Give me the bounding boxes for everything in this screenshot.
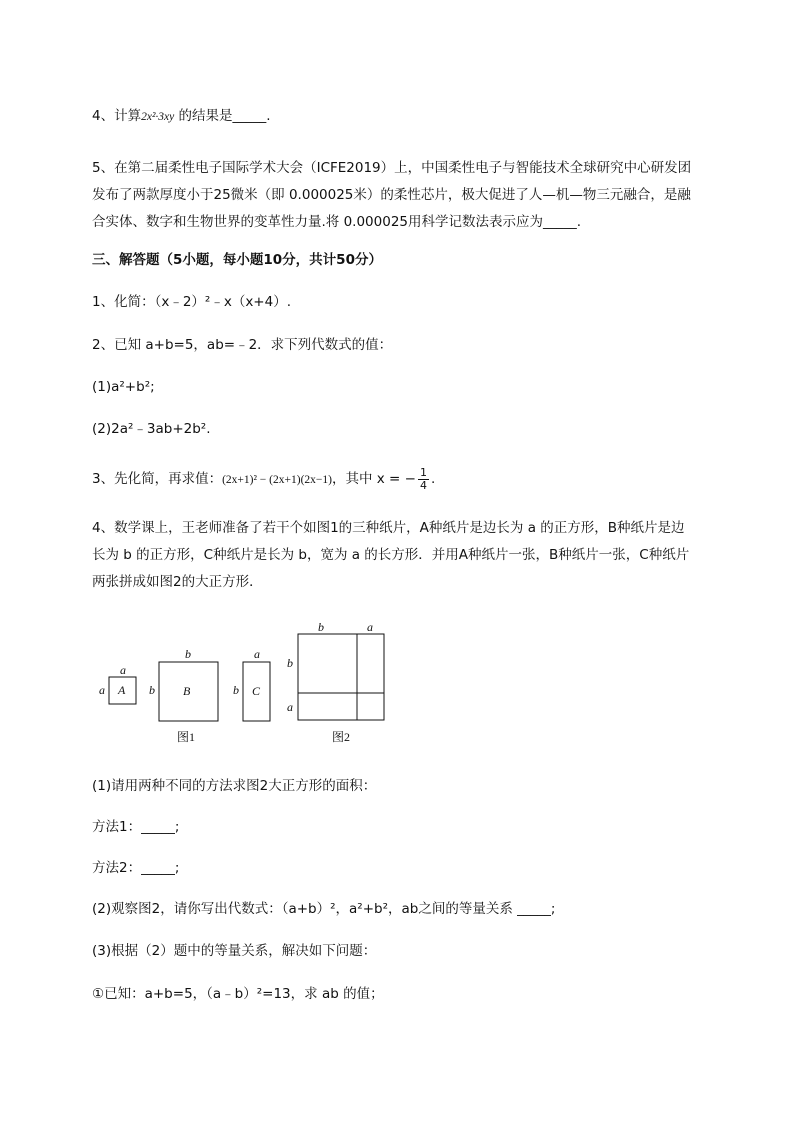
label-b-left: b bbox=[149, 683, 155, 697]
problem-4-method-1: 方法1：_____; bbox=[92, 819, 180, 835]
problem-4-question-3a: ①已知：a+b=5，（a﹣b）²=13，求 ab 的值； bbox=[92, 986, 384, 1002]
question-5-line-1: 5、在第二届柔性电子国际学术大会（ICFE2019）上，中国柔性电子与智能技术全球研究中心研发团 bbox=[92, 160, 692, 176]
question-4-prefix: 计算 bbox=[114, 108, 142, 124]
label-piece-b: B bbox=[183, 684, 191, 698]
question-4-suffix: 的结果是_____. bbox=[174, 108, 271, 124]
fraction-denominator: 4 bbox=[419, 478, 427, 492]
problem-3-condition: ，其中 x = − bbox=[331, 471, 416, 487]
problem-4-line-1: 4、数学课上，王老师准备了若干个如图1的三种纸片，A种纸片是边长为 a 的正方形，B种纸片是边 bbox=[92, 520, 685, 536]
problem-4-method-2: 方法2：_____; bbox=[92, 860, 180, 876]
label-c-top: a bbox=[254, 647, 260, 661]
label-fig2-top-b: b bbox=[318, 620, 324, 634]
section-3-title: 三、解答题（5小题，每小题10分，共计50分） bbox=[92, 252, 382, 268]
label-fig2-left-a: a bbox=[287, 700, 293, 714]
problem-4-question-2: (2)观察图2，请你写出代数式：（a+b）²，a²+b²，ab之间的等量关系 _____; bbox=[92, 901, 556, 917]
label-piece-a: A bbox=[118, 683, 126, 697]
question-4-expression: 2x²·3xy bbox=[141, 111, 175, 123]
label-a-top: a bbox=[120, 663, 126, 677]
problem-3 bbox=[92, 466, 435, 493]
problem-1: 1、化简：（x﹣2）²﹣x（x+4）. bbox=[92, 294, 291, 310]
big-square bbox=[298, 634, 384, 720]
problem-3-fraction bbox=[418, 467, 429, 492]
question-4-number: 4、 bbox=[92, 108, 115, 124]
label-fig2-top-a: a bbox=[367, 620, 373, 634]
problem-3-expression: (2x+1)² − (2x+1)(2x−1) bbox=[222, 474, 332, 486]
problem-2-sub-2: (2)2a²﹣3ab+2b². bbox=[92, 421, 211, 437]
paper-figures bbox=[90, 620, 410, 750]
label-a-left: a bbox=[99, 683, 105, 697]
figure-2-caption: 图2 bbox=[332, 730, 351, 744]
figure-1-caption: 图1 bbox=[177, 730, 196, 744]
problem-4-question-1: (1)请用两种不同的方法求图2大正方形的面积： bbox=[92, 778, 377, 794]
problem-4-question-3: (3)根据（2）题中的等量关系，解决如下问题： bbox=[92, 943, 377, 959]
label-c-left: b bbox=[233, 683, 239, 697]
question-4 bbox=[92, 106, 271, 127]
question-5-line-3: 合实体、数字和生物世界的变革性力量.将 0.000025用科学记数法表示应为_____. bbox=[92, 214, 582, 230]
problem-3-suffix: . bbox=[430, 471, 436, 487]
fraction-numerator: 1 bbox=[419, 465, 427, 479]
problem-4-line-3: 两张拼成如图2的大正方形． bbox=[92, 574, 263, 590]
label-fig2-left-b: b bbox=[287, 656, 293, 670]
problem-3-prefix: 3、先化简，再求值： bbox=[92, 471, 223, 487]
label-piece-c: C bbox=[252, 684, 261, 698]
problem-2-intro: 2、已知 a+b=5，ab=﹣2．求下列代数式的值： bbox=[92, 337, 393, 353]
problem-4-line-2: 长为 b 的正方形，C种纸片是长为 b，宽为 a 的长方形．并用A种纸片一张，B种纸片一张，C种纸片 bbox=[92, 547, 690, 563]
label-b-top: b bbox=[185, 647, 191, 661]
question-5-line-2: 发布了两款厚度小于25微米（即 0.000025米）的柔性芯片，极大促进了人—机—物三元融合，是融 bbox=[92, 187, 691, 203]
problem-2-sub-1: (1)a²+b²; bbox=[92, 379, 155, 395]
